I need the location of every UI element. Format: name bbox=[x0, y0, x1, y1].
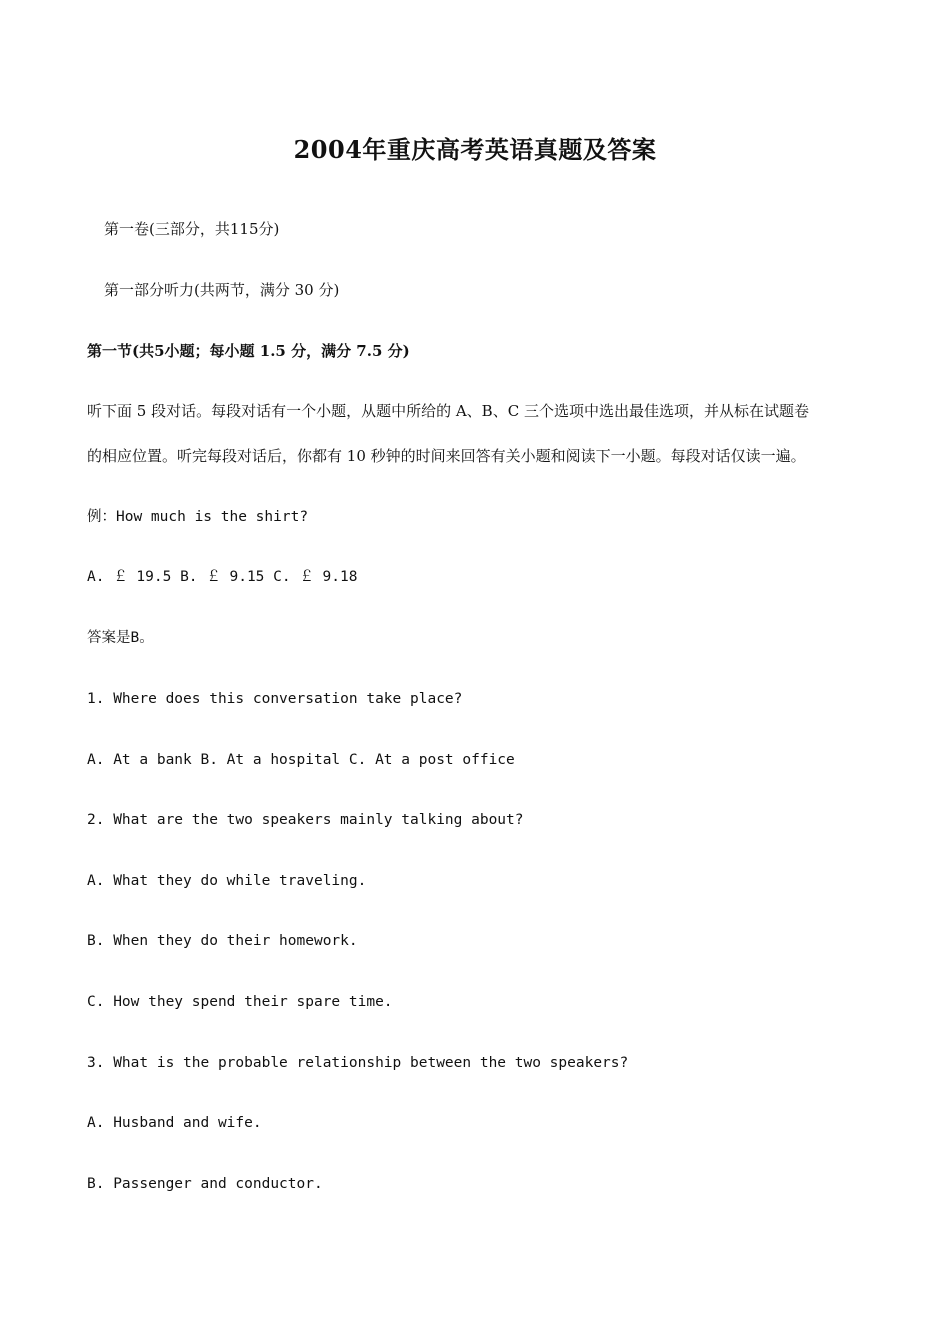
question-stem: 3. What is the probable relationship between the two speakers? bbox=[87, 1055, 629, 1071]
question-stem: 1. Where does this conversation take place? bbox=[87, 691, 463, 707]
question-option: A. At a bank B. At a hospital C. At a post office bbox=[87, 752, 515, 768]
section-heading: 第一节(共5小题；每小题 1.5 分，满分 7.5 分) bbox=[87, 342, 410, 360]
question-option: A. What they do while traveling. bbox=[87, 873, 367, 889]
example-question: 例：How much is the shirt? bbox=[87, 509, 309, 525]
question-option: B. Passenger and conductor. bbox=[87, 1176, 323, 1192]
question-stem: 2. What are the two speakers mainly talking about? bbox=[87, 812, 524, 828]
question-option: A. Husband and wife. bbox=[87, 1115, 262, 1131]
example-answer: 答案是B。 bbox=[87, 630, 154, 646]
document-title: 2004年重庆高考英语真题及答案 bbox=[293, 135, 657, 164]
question-option: B. When they do their homework. bbox=[87, 933, 358, 949]
instruction-line: 听下面 5 段对话。每段对话有一个小题，从题中所给的 A、B、C 三个选项中选出最佳选项，并从标在试题卷 bbox=[87, 402, 809, 420]
part-heading: 第一部分听力(共两节，满分 30 分) bbox=[104, 281, 340, 299]
question-option: C. How they spend their spare time. bbox=[87, 994, 393, 1010]
volume-heading: 第一卷(三部分，共115分) bbox=[104, 220, 280, 238]
instruction-line: 的相应位置。听完每段对话后，你都有 10 秒钟的时间来回答有关小题和阅读下一小题。每段对话仅读一遍。 bbox=[87, 447, 806, 465]
example-options: A. ￡ 19.5 B. ￡ 9.15 C. ￡ 9.18 bbox=[87, 569, 358, 585]
